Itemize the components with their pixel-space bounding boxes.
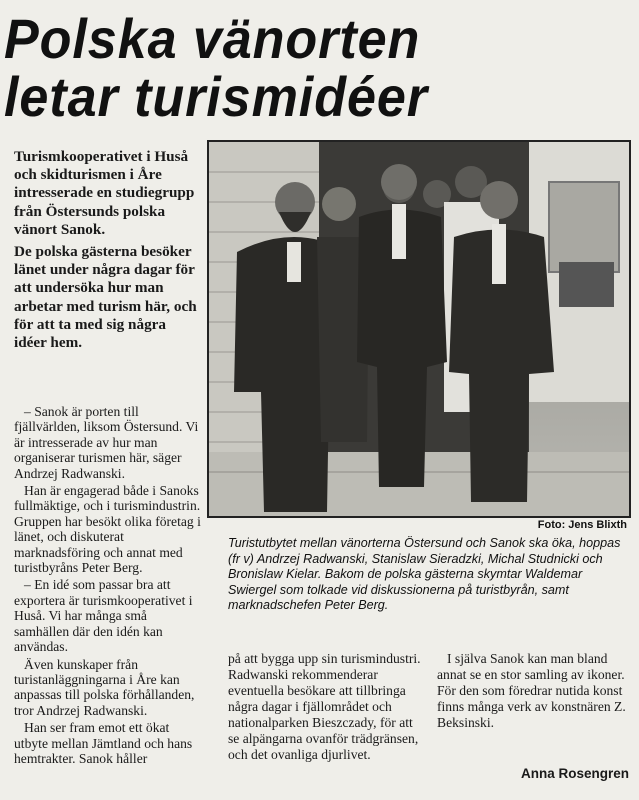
headline <box>4 7 590 128</box>
body-paragraph: – En idé som passar bra att exportera är turismkooperativet i Huså. Vi har många små samhällen där den idén kan användas. <box>14 577 193 655</box>
photo-credit: Foto: Jens Blixth <box>537 519 627 531</box>
body-paragraph: I själva Sanok kan man bland annat se en stor samling av ikoner. För den som föredrar nutida konst finns många verk av konstnären Z. Beksinski. <box>437 651 626 730</box>
body-paragraph: Han är engagerad både i Sanoks fullmäktige, och i turismindustrin. Gruppen har besökt olika företag i länet, och diskuterat marknadsföring och annat med turistbyråns Peter Berg. <box>14 483 201 576</box>
body-paragraph: Han ser fram emot ett ökat utbyte mellan Jämtland och hans hemtrakter. Sanok håller <box>14 720 193 766</box>
body-paragraph: på att bygga upp sin turismindustri. Radwanski rekommenderar eventuella besökare att tillbringa några dagar i fjällområdet och nationalparken Bieszczady, för att se alpängarna ovanför trädgränsen, och det ovanliga djurlivet. <box>228 651 421 762</box>
body-column-3 <box>437 651 631 733</box>
body-column-1 <box>14 404 204 768</box>
group-photo-image <box>209 142 629 516</box>
photo-caption: Turistutbytet mellan vänorterna Östersund och Sanok ska öka, hoppas (fr v) Andrzej Radwanski, Stanislaw Sieradzki, Michal Studnicki och Bronislaw Kielar. Bakom de polska gästerna skymtar Waldemar Swiergel som tolkade vid diskussionerna på turistbyrån, samt marknadschefen Peter Berg. <box>228 536 621 613</box>
body-paragraph: Även kunskaper från turistanläggningarna i Åre kan anpassas till polska förhållanden, tror Andrzej Radwanski. <box>14 656 195 718</box>
lead-paragraphs <box>14 148 200 356</box>
body-paragraph: – Sanok är porten till fjällvärlden, liksom Östersund. Vi är intresserade av hur man organiserar turismen här, säger Andrzej Radwanski. <box>14 404 199 481</box>
lead-paragraph: Turismkooperativet i Huså och skidturismen i Åre intresserade en studiegrupp från Östersunds polska vänort Sanok. <box>14 148 195 238</box>
body-column-2 <box>228 651 424 765</box>
byline: Anna Rosengren <box>520 766 629 781</box>
headline-line-2: letar turismidéer <box>4 65 428 128</box>
headline-line-1: Polska vänorten <box>4 7 421 70</box>
lead-paragraph: De polska gästerna besöker länet under några dagar för att undersöka hur man arbetar med turism här, och för att ta med sig några idéer hem. <box>14 243 197 352</box>
news-photo <box>207 140 631 518</box>
